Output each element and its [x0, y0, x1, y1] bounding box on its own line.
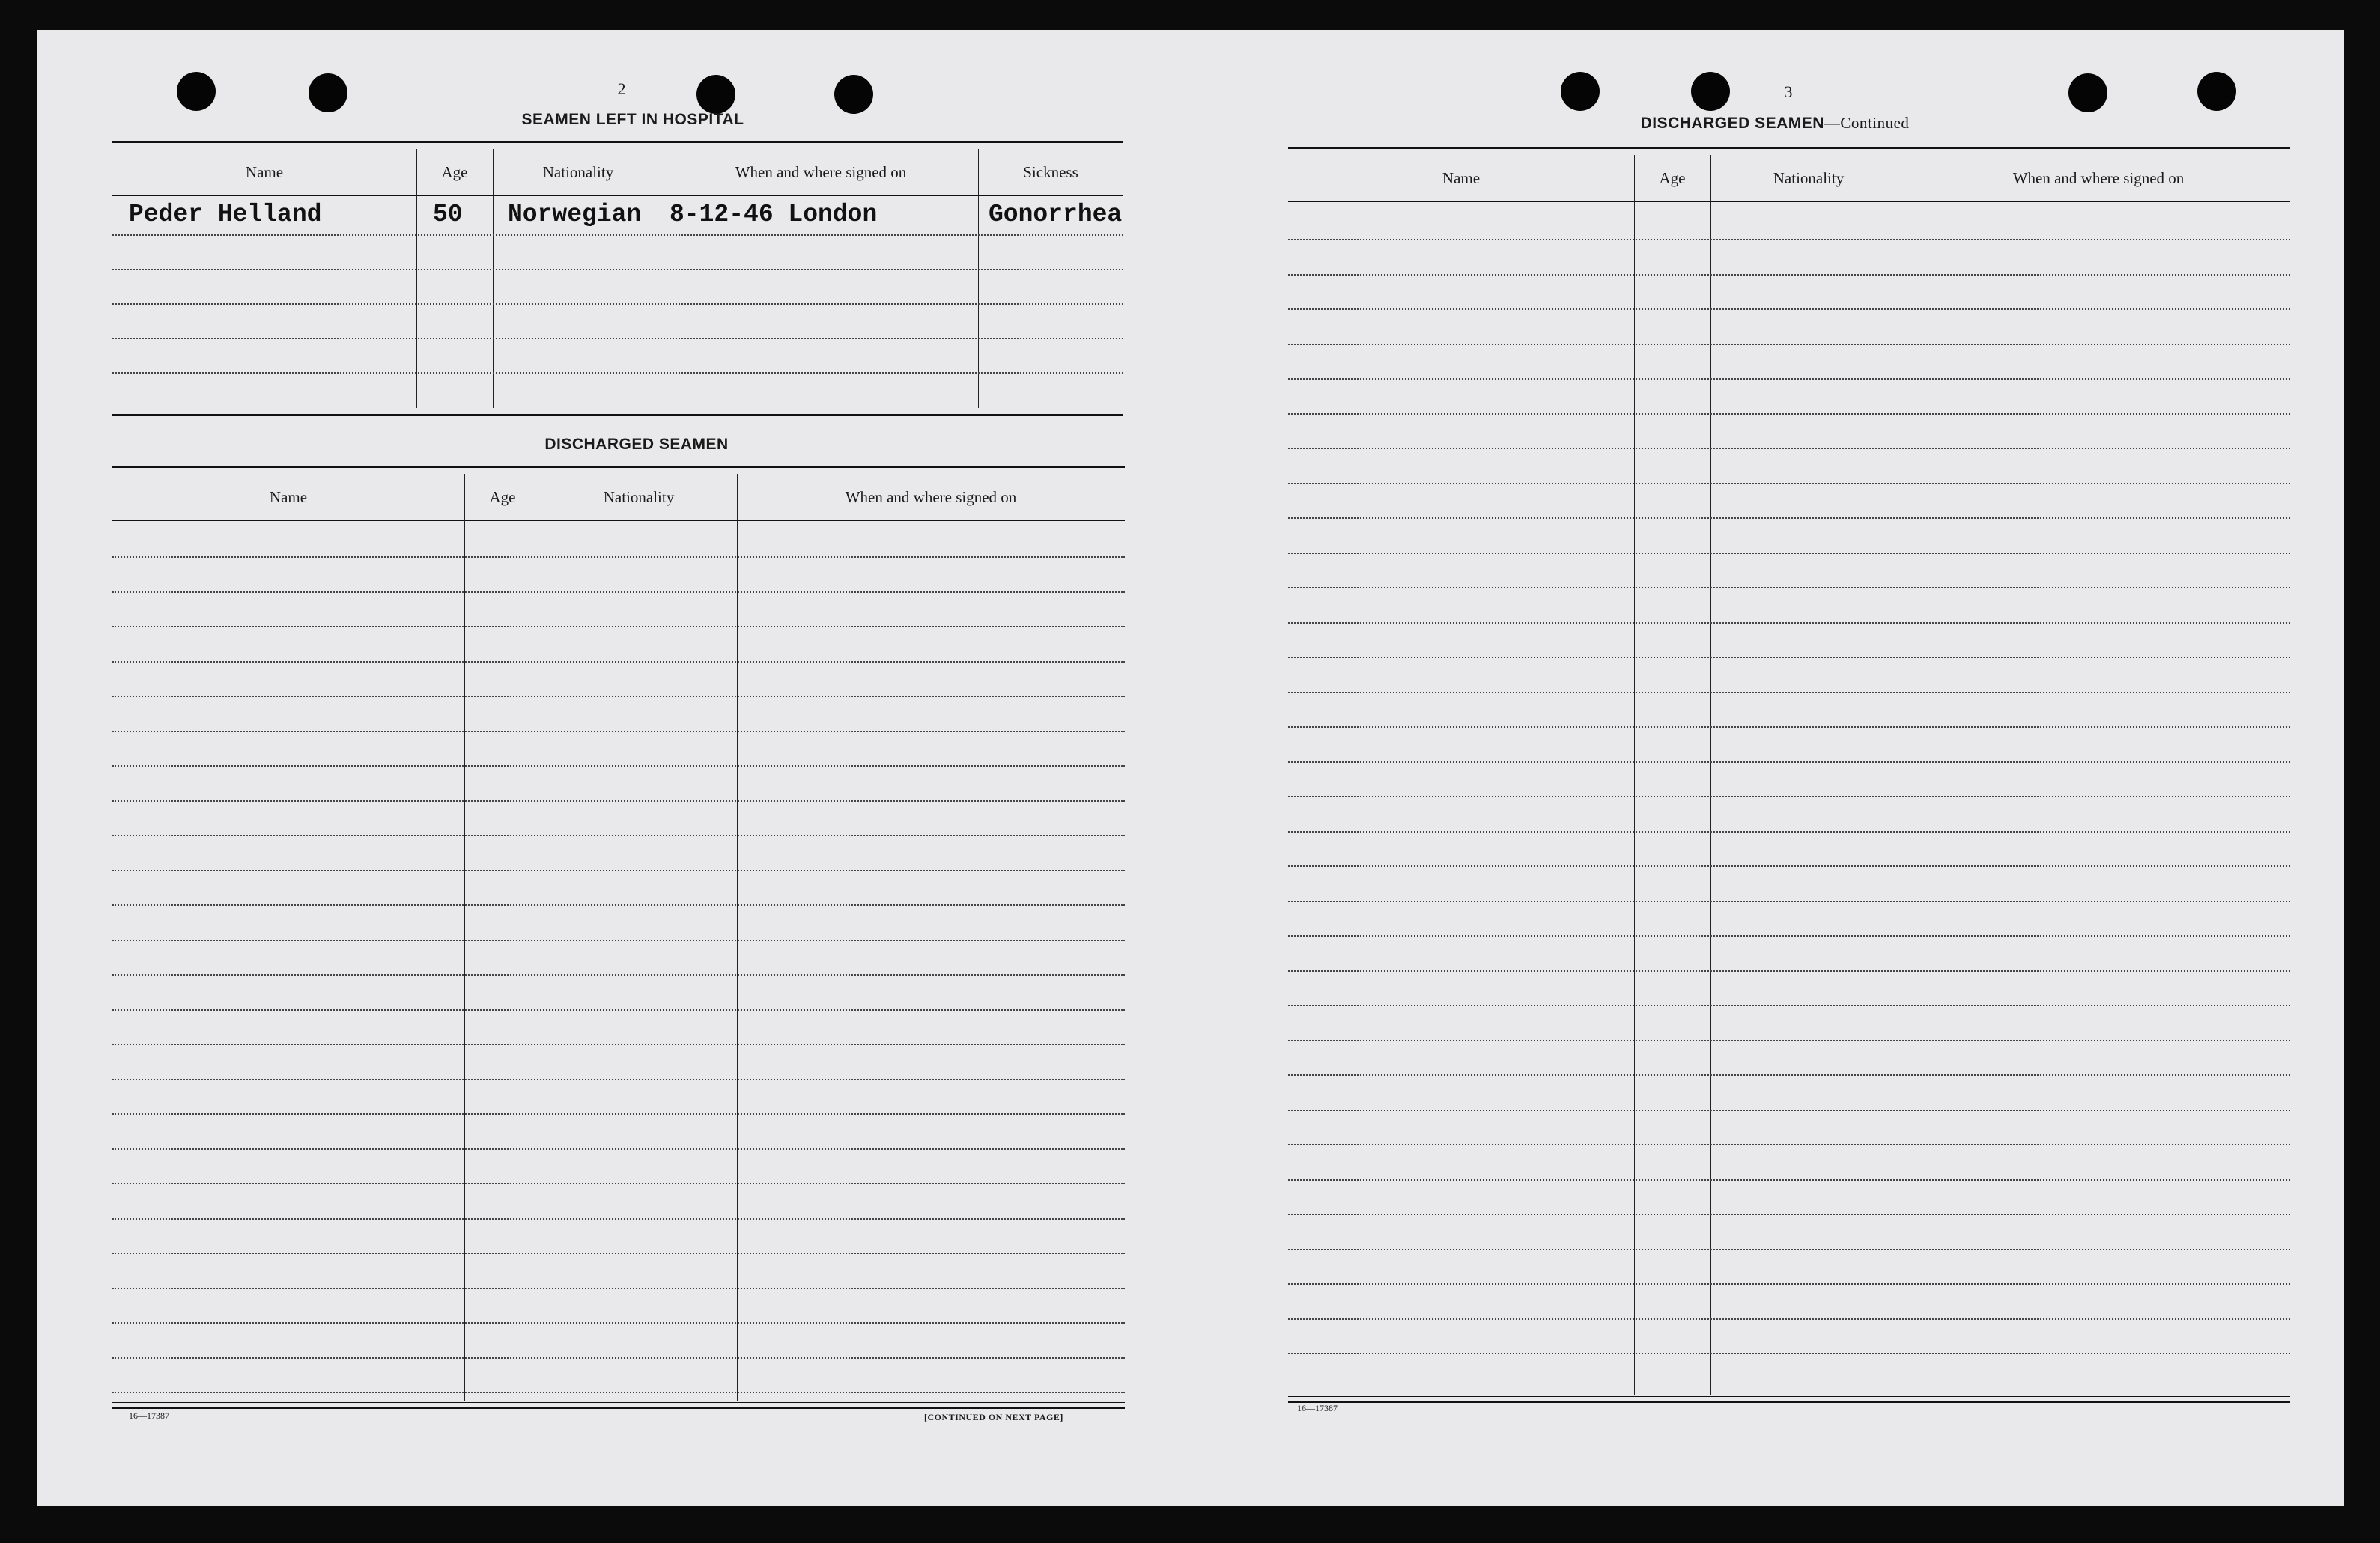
column-header-nationality: Nationality: [1773, 168, 1845, 187]
punch-hole: [2068, 73, 2107, 112]
column-divider: [737, 474, 738, 1401]
row-line: [112, 1288, 1125, 1289]
row-line: [112, 1322, 1125, 1324]
row-line: [112, 1009, 1125, 1011]
row-line: [1288, 692, 2290, 693]
row-line: [1288, 1283, 2290, 1285]
discharged-table-continued: [1288, 147, 2290, 1403]
cell-age: 50: [433, 200, 463, 228]
row-line: [112, 591, 1125, 593]
row-line: [112, 661, 1125, 663]
row-line: [1288, 726, 2290, 728]
row-line: [1288, 344, 2290, 345]
column-divider: [1710, 155, 1711, 1395]
row-line: [1288, 1040, 2290, 1041]
column-header-age: Age: [441, 162, 468, 181]
row-line: [1288, 517, 2290, 519]
row-line: [1288, 448, 2290, 449]
cell-name: Peder Helland: [129, 200, 322, 228]
discharged-table: [112, 466, 1125, 1409]
row-line: [112, 1044, 1125, 1045]
row-line: [112, 904, 1125, 906]
row-line: [112, 1079, 1125, 1080]
column-header-age: Age: [489, 487, 516, 506]
column-header-signed-on: When and where signed on: [735, 162, 907, 181]
column-divider: [978, 149, 979, 408]
column-header-signed-on: When and where signed on: [2012, 168, 2185, 187]
form-number: 16—17387: [129, 1410, 169, 1421]
punch-hole: [1561, 72, 1600, 111]
column-header-name: Name: [1442, 168, 1481, 187]
form-number: 16—17387: [1297, 1403, 1338, 1413]
row-line: [112, 974, 1125, 976]
cell-sickness: Gonorrhea: [989, 200, 1123, 228]
column-header-nationality: Nationality: [542, 162, 614, 181]
page-number: 2: [617, 79, 626, 98]
row-line: [1288, 413, 2290, 415]
row-line: [1288, 1110, 2290, 1111]
table-row: [112, 197, 1123, 231]
row-line: [112, 835, 1125, 836]
row-line: [112, 1218, 1125, 1220]
punch-hole: [177, 72, 216, 111]
row-line: [112, 1113, 1125, 1115]
row-line: [112, 556, 1125, 558]
row-line: [1288, 274, 2290, 276]
page-number: 3: [1784, 82, 1793, 101]
row-line: [1288, 1005, 2290, 1006]
column-header-name: Name: [245, 162, 284, 181]
row-line: [1288, 1179, 2290, 1181]
row-line: [1288, 796, 2290, 797]
row-line: [1288, 622, 2290, 624]
row-line: [112, 1148, 1125, 1150]
row-line: [112, 338, 1123, 339]
row-line: [112, 731, 1125, 732]
row-line: [1288, 970, 2290, 972]
row-line: [1288, 1074, 2290, 1076]
continued-note: [CONTINUED ON NEXT PAGE]: [924, 1412, 1063, 1422]
row-line: [112, 1392, 1125, 1393]
row-line: [1288, 587, 2290, 588]
row-line: [112, 626, 1125, 627]
cell-nationality: Norwegian: [508, 200, 642, 228]
row-line: [112, 269, 1123, 270]
row-line: [112, 696, 1125, 697]
column-header-nationality: Nationality: [603, 487, 675, 506]
row-line: [1288, 239, 2290, 240]
column-divider: [493, 149, 494, 408]
table-header: [1288, 155, 2290, 202]
section-title-discharged: DISCHARGED SEAMEN: [544, 436, 729, 453]
row-line: [112, 1253, 1125, 1254]
row-line: [1288, 865, 2290, 867]
row-line: [1288, 1318, 2290, 1320]
row-line: [1288, 553, 2290, 554]
column-header-name: Name: [269, 487, 308, 506]
row-line: [1288, 483, 2290, 484]
row-line: [112, 1357, 1125, 1359]
row-line: [1288, 1249, 2290, 1250]
row-line: [112, 870, 1125, 871]
punch-hole: [309, 73, 347, 112]
row-line: [1288, 831, 2290, 833]
punch-hole: [1691, 72, 1730, 111]
row-line: [1288, 657, 2290, 658]
column-divider: [464, 474, 465, 1401]
punch-hole: [834, 75, 873, 114]
row-line: [1288, 1144, 2290, 1145]
section-title-discharged-continued: [1573, 114, 1977, 133]
cell-signed-on: 8-12-46 London: [670, 200, 878, 228]
section-title-text: DISCHARGED SEAMEN: [1640, 115, 1824, 132]
column-header-age: Age: [1659, 168, 1686, 187]
column-divider: [416, 149, 417, 408]
row-line: [1288, 378, 2290, 380]
row-line: [1288, 1353, 2290, 1354]
row-line: [1288, 308, 2290, 310]
table-header: [112, 474, 1125, 521]
section-title-suffix: —Continued: [1824, 114, 1910, 132]
hospital-table: [112, 141, 1123, 416]
punch-hole: [2197, 72, 2236, 111]
column-divider: [1634, 155, 1635, 1395]
row-line: [1288, 935, 2290, 937]
row-line: [112, 372, 1123, 374]
row-line: [112, 234, 1123, 236]
row-line: [1288, 1214, 2290, 1215]
punch-hole: [696, 75, 735, 114]
column-header-signed-on: When and where signed on: [845, 487, 1017, 506]
row-line: [112, 800, 1125, 802]
row-line: [1288, 761, 2290, 763]
row-line: [112, 1183, 1125, 1184]
row-line: [112, 765, 1125, 767]
column-header-sickness: Sickness: [1023, 162, 1078, 181]
row-line: [1288, 901, 2290, 902]
table-header: [112, 149, 1123, 196]
row-line: [112, 303, 1123, 305]
section-title-hospital: SEAMEN LEFT IN HOSPITAL: [521, 111, 744, 128]
row-line: [112, 940, 1125, 941]
